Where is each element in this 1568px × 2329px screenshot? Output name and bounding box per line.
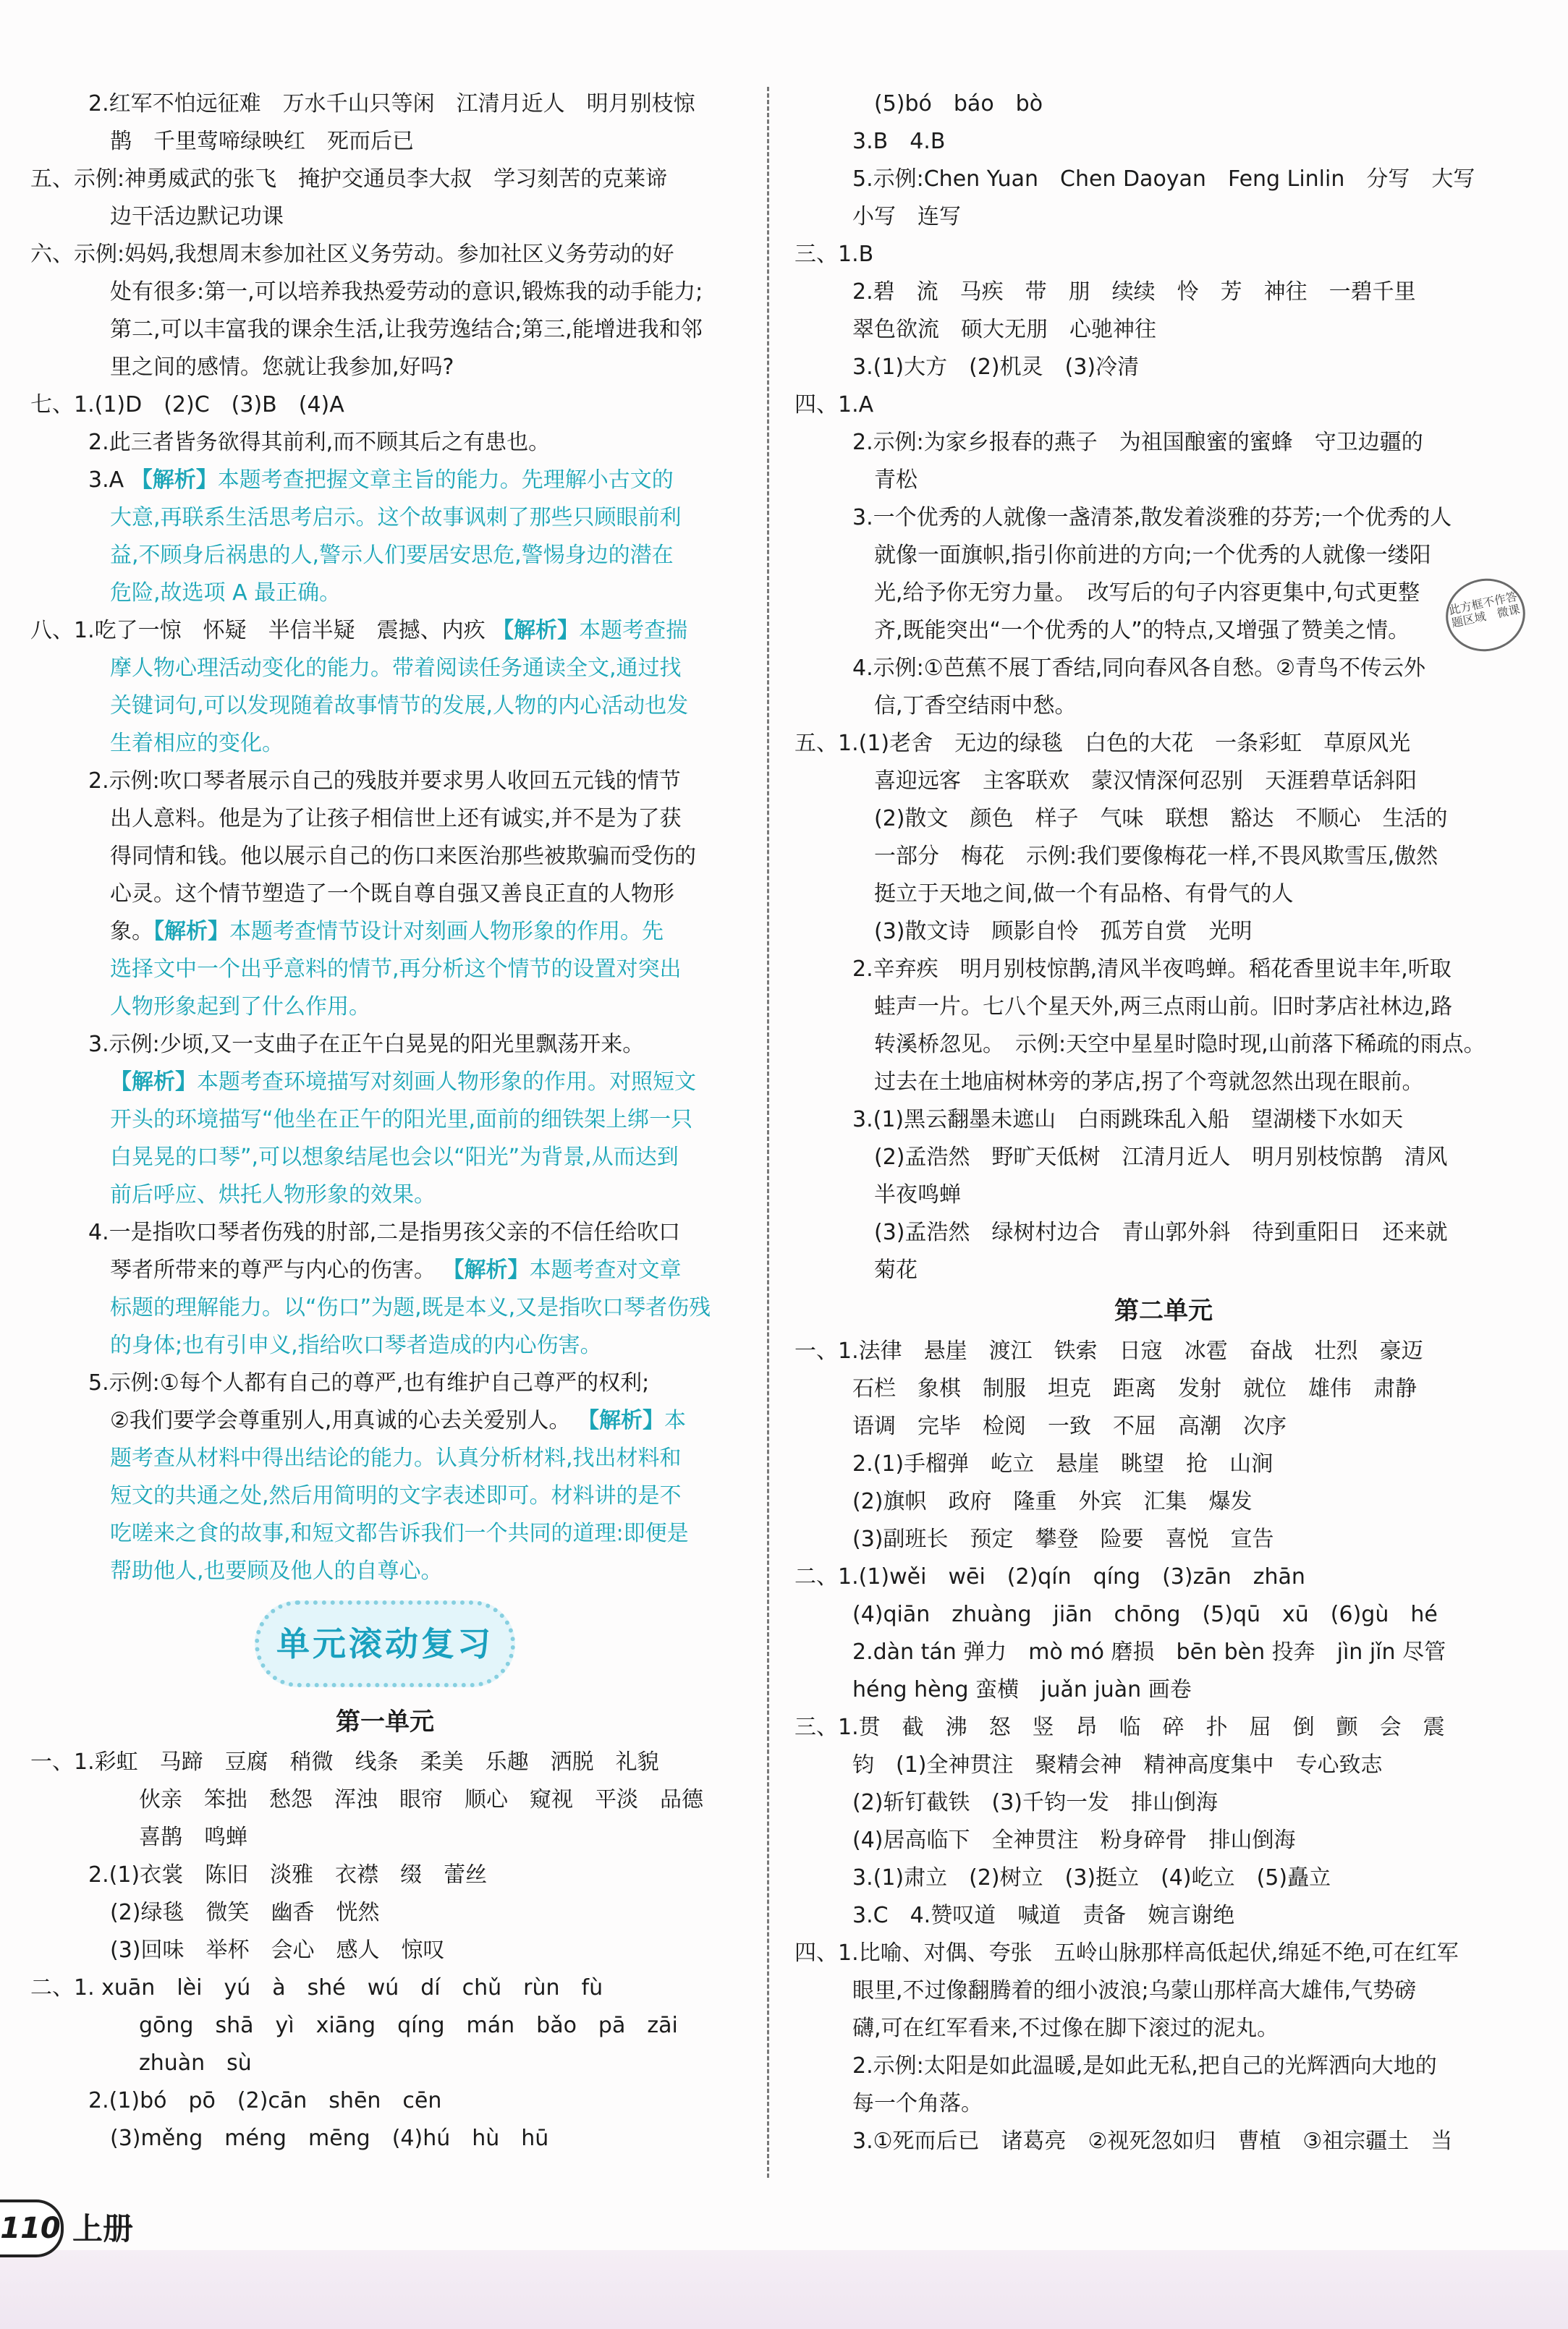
answer-line: 5.示例:①每个人都有自己的尊严,也有维护自己尊严的权利; xyxy=(88,1370,650,1396)
answer-line: (5)bó báo bò xyxy=(874,91,1043,116)
answer-line: 一、1.彩虹 马蹄 豆腐 稍微 线条 柔美 乐趣 洒脱 礼貌 xyxy=(30,1749,659,1775)
answer-line: 3.①死而后已 诸葛亮 ②视死忽如归 曹植 ③祖宗疆土 当 xyxy=(852,2129,1453,2154)
page-number: 110 xyxy=(0,2199,64,2257)
analysis-tag: 【解析】 xyxy=(577,1408,664,1433)
answer-line: 第二,可以丰富我的课余生活,让我劳逸结合;第三,能增进我和邻 xyxy=(110,317,703,342)
answer-line: 2.(1)bó pō (2)cān shēn cēn xyxy=(88,2088,442,2113)
answer-line: 4.示例:①芭蕉不展丁香结,同向春风各自愁。②青鸟不传云外 xyxy=(852,656,1426,681)
answer-line: 二、1. xuān lèi yú à shé wú dí chǔ rùn fù xyxy=(30,1975,603,2001)
answer-line: 里之间的感情。您就让我参加,好吗? xyxy=(110,355,454,380)
volume-label: 上册 xyxy=(72,2211,134,2247)
answer-line: 语调 完毕 检阅 一致 不屈 高潮 次序 xyxy=(852,1414,1287,1439)
answer-line: 2.示例:太阳是如此温暖,是如此无私,把自己的光辉洒向大地的 xyxy=(852,2053,1437,2079)
answer-line: 过去在土地庙树林旁的茅店,拐了个弯就忽然出现在眼前。 xyxy=(874,1069,1424,1095)
answer-line: 钧 (1)全神贯注 聚精会神 精神高度集中 专心致志 xyxy=(852,1752,1383,1778)
answer-line: (2)旗帜 政府 隆重 外宾 汇集 爆发 xyxy=(852,1489,1253,1514)
analysis-line: 危险,故选项 A 最正确。 xyxy=(110,580,342,606)
answer-line: (2)斩钉截铁 (3)千钧一发 排山倒海 xyxy=(852,1790,1218,1815)
answer-line: 三、1.贯 截 沸 怒 竖 昂 临 碎 扑 屈 倒 颤 会 震 xyxy=(794,1715,1445,1740)
answer-line: 就像一面旗帜,指引你前进的方向;一个优秀的人就像一缕阳 xyxy=(874,543,1431,568)
answer-line: 3.(1)黑云翻墨未遮山 白雨跳珠乱入船 望湖楼下水如天 xyxy=(852,1107,1404,1132)
page-footer xyxy=(0,2199,1568,2265)
analysis-line: 摩人物心理活动变化的能力。带着阅读任务通读全文,通过找 xyxy=(110,656,682,681)
answer-line: 2.红军不怕远征难 万水千山只等闲 江清月近人 明月别枝惊 xyxy=(88,91,695,116)
answer-line: 伙亲 笨拙 愁怨 浑浊 眼帘 顺心 窥视 平淡 品德 xyxy=(139,1787,703,1812)
answer-line: 小写 连写 xyxy=(852,204,961,229)
answer-line: (4)居高临下 全神贯注 粉身碎骨 排山倒海 xyxy=(852,1828,1296,1853)
answer-line: 石栏 象棋 制服 坦克 距离 发射 就位 雄伟 肃静 xyxy=(852,1376,1417,1401)
analysis-line: 开头的环境描写“他坐在正午的阳光里,面前的细铁架上绑一只 xyxy=(110,1107,693,1132)
answer-line: 礴,可在红军看来,不过像在脚下滚过的泥丸。 xyxy=(852,2016,1279,2041)
answer-line: 光,给予你无穷力量。 改写后的句子内容更集中,句式更整 xyxy=(874,580,1420,606)
analysis-line: 大意,再联系生活思考启示。这个故事讽刺了那些只顾眼前利 xyxy=(110,505,682,530)
answer-line: 信,丁香空结雨中愁。 xyxy=(874,693,1077,718)
answer-line: 2.辛弃疾 明月别枝惊鹊,清风半夜鸣蝉。稻花香里说丰年,听取 xyxy=(852,956,1452,982)
answer-line: 3.A 【解析】本题考查把握文章主旨的能力。先理解小古文的 xyxy=(88,467,674,493)
answer-line: 2.碧 流 马疾 带 朋 续续 怜 芳 神往 一碧千里 xyxy=(852,279,1416,305)
analysis-line: 短文的共通之处,然后用简明的文字表述即可。材料讲的是不 xyxy=(110,1483,682,1509)
answer-line: (3)回味 举杯 会心 感人 惊叹 xyxy=(110,1938,445,1963)
answer-line: 3.(1)肃立 (2)树立 (3)挺立 (4)屹立 (5)矗立 xyxy=(852,1865,1331,1891)
analysis-line: 人物形象起到了什么作用。 xyxy=(110,994,370,1019)
answer-line: 半夜鸣蝉 xyxy=(874,1182,961,1208)
answer-line: (3)副班长 预定 攀登 险要 喜悦 宣告 xyxy=(852,1527,1274,1552)
answer-line: (2)散文 颜色 样子 气味 联想 豁达 不顺心 生活的 xyxy=(874,806,1448,831)
answer-line: 眼里,不过像翻腾着的细小波浪;乌蒙山那样高大雄伟,气势磅 xyxy=(852,1978,1417,2003)
answer-line: 六、示例:妈妈,我想周末参加社区义务劳动。参加社区义务劳动的好 xyxy=(30,242,674,267)
analysis-line: 标题的理解能力。以“伤口”为题,既是本义,又是指吹口琴者伤残 xyxy=(110,1295,711,1320)
answer-line: 3.示例:少顷,又一支曲子在正午白晃晃的阳光里飘荡开来。 xyxy=(88,1032,645,1057)
analysis-line: 题考查从材料中得出结论的能力。认真分析材料,找出材料和 xyxy=(110,1446,682,1471)
analysis-line: 的身体;也有引申义,指给吹口琴者造成的内心伤害。 xyxy=(110,1333,602,1358)
answer-line: 七、1.(1)D (2)C (3)B (4)A xyxy=(30,392,344,417)
answer-line: 3.C 4.赞叹道 喊道 责备 婉言谢绝 xyxy=(852,1903,1235,1928)
answer-line: (2)孟浩然 野旷天低树 江清月近人 明月别枝惊鹊 清风 xyxy=(874,1145,1448,1170)
answer-line: 琴者所带来的尊严与内心的伤害。 【解析】本题考查对文章 xyxy=(110,1257,682,1283)
answer-line: (3)孟浩然 绿树村边合 青山郭外斜 待到重阳日 还来就 xyxy=(874,1220,1448,1245)
answer-line: 四、1.A xyxy=(794,392,874,417)
answer-line: 喜迎远客 主客联欢 蒙汉情深何忍别 天涯碧草话斜阳 xyxy=(874,768,1417,794)
answer-line: 转溪桥忽见。 示例:天空中星星时隐时现,山前落下稀疏的雨点。 xyxy=(874,1032,1486,1057)
answer-line: 三、1.B xyxy=(794,242,874,267)
answer-line: 象。【解析】本题考查情节设计对刻画人物形象的作用。先 xyxy=(110,919,664,944)
answer-line: 2.dàn tán 弹力 mò mó 磨损 bēn bèn 投奔 jìn jǐn 尽管 xyxy=(852,1639,1446,1665)
answer-line: 菊花 xyxy=(874,1257,918,1283)
answer-line: 一、1.法律 悬崖 渡江 铁索 日寇 冰雹 奋战 壮烈 豪迈 xyxy=(794,1339,1423,1364)
unit-title: 第二单元 xyxy=(1114,1297,1213,1325)
answer-line: (2)绿毯 微笑 幽香 恍然 xyxy=(110,1900,380,1925)
analysis-line: 选择文中一个出乎意料的情节,再分析这个情节的设置对突出 xyxy=(110,956,682,982)
answer-line: 翠色欲流 硕大无朋 心驰神往 xyxy=(852,317,1156,342)
analysis-tag: 【解析】 xyxy=(442,1257,530,1283)
answer-line: 3.一个优秀的人就像一盏清茶,散发着淡雅的芬芳;一个优秀的人 xyxy=(852,505,1452,530)
analysis-line: 白晃晃的口琴”,可以想象结尾也会以“阳光”为背景,从而达到 xyxy=(110,1145,679,1170)
answer-line: 2.(1)衣裳 陈旧 淡雅 衣襟 缀 蕾丝 xyxy=(88,1862,488,1888)
answer-line: (3)散文诗 顾影自怜 孤芳自赏 光明 xyxy=(874,919,1253,944)
analysis-tag: 【解析】 xyxy=(130,467,218,493)
micro-lesson-stamp: 此方框不作答题区域 微课 xyxy=(1439,572,1532,659)
answer-line: 一部分 梅花 示例:我们要像梅花一样,不畏风欺雪压,傲然 xyxy=(874,844,1438,869)
analysis-line: 关键词句,可以发现随着故事情节的发展,人物的内心活动也发 xyxy=(110,693,689,718)
analysis-line: 生着相应的变化。 xyxy=(110,731,284,756)
answer-line: 得同情和钱。他以展示自己的伤口来医治那些被欺骗而受伤的 xyxy=(110,844,696,869)
answer-line: héng hèng 蛮横 juǎn juàn 画卷 xyxy=(852,1677,1192,1702)
analysis-tag: 【解析】 xyxy=(492,618,580,643)
answer-line: 四、1.比喻、对偶、夸张 五岭山脉那样高低起伏,绵延不绝,可在红军 xyxy=(794,1940,1459,1966)
analysis-line: 益,不顾身后祸患的人,警示人们要居安思危,警惕身边的潜在 xyxy=(110,543,674,568)
analysis-line: 吃嗟来之食的故事,和短文都告诉我们一个共同的道理:即便是 xyxy=(110,1521,689,1546)
answer-line: 4.一是指吹口琴者伤残的肘部,二是指男孩父亲的不信任给吹口 xyxy=(88,1220,681,1245)
answer-line: 心灵。这个情节塑造了一个既自尊自强又善良正直的人物形 xyxy=(110,881,674,907)
answer-line: 2.(1)手榴弹 屹立 悬崖 眺望 抢 山涧 xyxy=(852,1451,1274,1477)
right-column xyxy=(794,85,1533,2160)
answer-line: (4)qiān zhuàng jiān chōng (5)qū xū (6)gù hé xyxy=(852,1602,1438,1627)
answer-line: gōng shā yì xiāng qíng mán bǎo pā zāi xyxy=(139,2013,678,2038)
answer-line: 挺立于天地之间,做一个有品格、有骨气的人 xyxy=(874,881,1294,907)
answer-line: 3.(1)大方 (2)机灵 (3)冷清 xyxy=(852,355,1140,380)
answer-line: 喜鹊 鸣蝉 xyxy=(139,1825,247,1850)
answer-line: 3.B 4.B xyxy=(852,129,946,154)
left-column xyxy=(30,85,739,2158)
answer-line: 2.示例:吹口琴者展示自己的残肢并要求男人收回五元钱的情节 xyxy=(88,768,681,794)
answer-line: zhuàn sù xyxy=(139,2050,252,2076)
review-section-banner: 单元滚动复习 xyxy=(255,1600,515,1687)
answer-line: (3)měng méng mēng (4)hú hù hū xyxy=(110,2126,549,2151)
column-divider xyxy=(767,87,769,2178)
analysis-tag: 【解析】 xyxy=(153,919,229,944)
analysis-tag: 【解析】 xyxy=(110,1069,197,1095)
answer-line: ②我们要学会尊重别人,用真诚的心去关爱别人。 【解析】本 xyxy=(110,1408,686,1433)
analysis-line: 帮助他人,也要顾及他人的自尊心。 xyxy=(110,1558,443,1584)
unit-title: 第一单元 xyxy=(336,1707,434,1736)
answer-line: 五、示例:神勇威武的张飞 掩护交通员李大叔 学习刻苦的克莱谛 xyxy=(30,166,668,192)
answer-line: 处有很多:第一,可以培养我热爱劳动的意识,锻炼我的动手能力; xyxy=(110,279,703,305)
answer-line: 青松 xyxy=(874,467,918,493)
answer-line: 蛙声一片。七八个星天外,两三点雨山前。旧时茅店社林边,路 xyxy=(874,994,1453,1019)
answer-line: 5.示例:Chen Yuan Chen Daoyan Feng Linlin 分写 大写 xyxy=(852,166,1475,192)
answer-line: 2.此三者皆务欲得其前利,而不顾其后之有患也。 xyxy=(88,430,551,455)
analysis-line: 前后呼应、烘托人物形象的效果。 xyxy=(110,1182,436,1208)
answer-line: 鹊 千里莺啼绿映红 死而后已 xyxy=(110,129,414,154)
answer-line: 2.示例:为家乡报春的燕子 为祖国酿蜜的蜜蜂 守卫边疆的 xyxy=(852,430,1423,455)
answer-line: 八、1.吃了一惊 怀疑 半信半疑 震撼、内疚 【解析】本题考查揣 xyxy=(30,618,688,643)
answer-line: 出人意料。他是为了让孩子相信世上还有诚实,并不是为了获 xyxy=(110,806,682,831)
answer-line: 二、1.(1)wěi wēi (2)qín qíng (3)zān zhān xyxy=(794,1564,1305,1590)
answer-line: 每一个角落。 xyxy=(852,2091,983,2116)
answer-line: 齐,既能突出“一个优秀的人”的特点,又增强了赞美之情。 xyxy=(874,618,1410,643)
answer-line: 五、1.(1)老舍 无边的绿毯 白色的大花 一条彩虹 草原风光 xyxy=(794,731,1411,756)
answer-line: 【解析】本题考查环境描写对刻画人物形象的作用。对照短文 xyxy=(110,1069,696,1095)
answer-line: 边干活边默记功课 xyxy=(110,204,284,229)
